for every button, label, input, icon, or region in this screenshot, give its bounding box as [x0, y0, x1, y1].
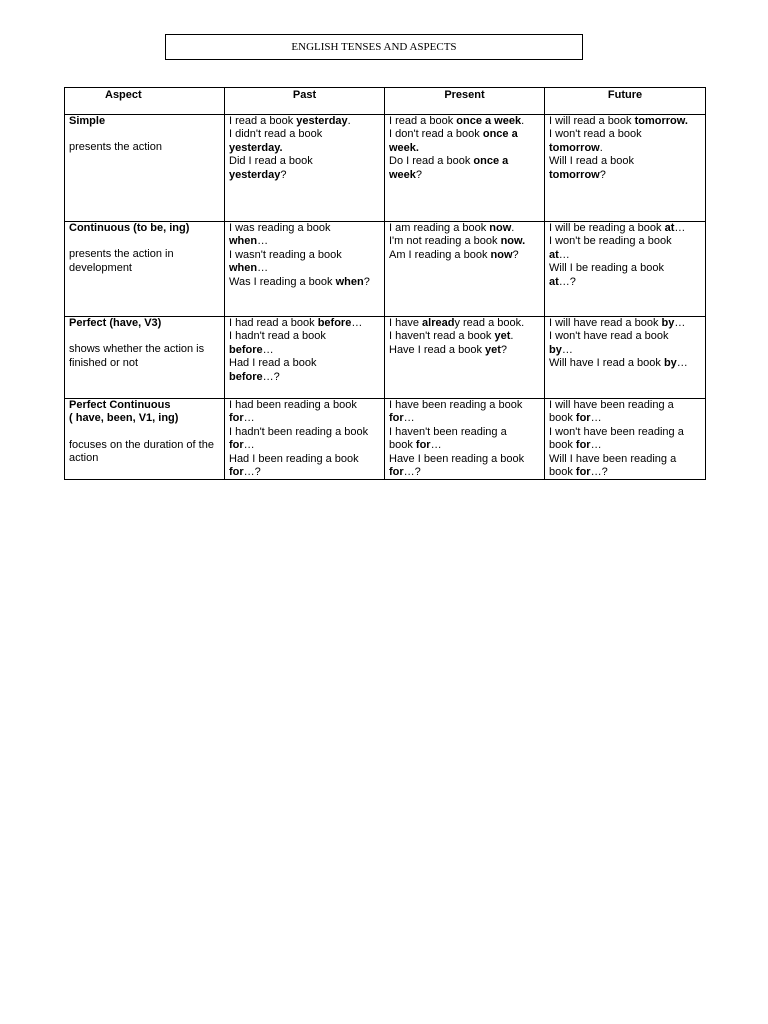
aspect-description: shows whether the action is finished or not [69, 343, 205, 369]
time-marker: now [489, 222, 512, 234]
example-line [549, 276, 701, 289]
example-text: … [561, 343, 573, 356]
example-text: …? [262, 370, 280, 383]
present-example-cell [385, 317, 545, 399]
example-text: Will I have been reading a [549, 452, 677, 465]
example-line [549, 344, 701, 357]
example-line [389, 330, 540, 343]
example-text: . [599, 141, 603, 154]
example-text: I don't read a book [389, 128, 483, 141]
aspect-cell [65, 115, 225, 222]
example-text: Am I reading a book [389, 248, 491, 261]
example-line [549, 412, 701, 425]
example-text: I had read a book [229, 317, 318, 329]
past-example-cell [225, 222, 385, 317]
time-marker: for [575, 439, 591, 452]
example-text: I have been reading a book [389, 399, 523, 411]
example-text: … [674, 317, 686, 329]
example-line [229, 128, 380, 141]
present-example-cell [385, 399, 545, 480]
example-text: Do I read a book [389, 155, 474, 168]
example-text: Had I been reading a book [229, 452, 359, 465]
time-marker: at [549, 248, 559, 261]
example-text: I wasn't reading a book [229, 248, 342, 261]
example-line [229, 222, 380, 235]
time-marker: yet [494, 330, 511, 343]
example-text: I won't read a book [549, 128, 642, 141]
time-marker: now [490, 248, 513, 261]
time-marker: alread [422, 317, 455, 329]
example-text: y read a book. [454, 317, 525, 329]
time-marker: at [664, 222, 675, 234]
time-marker: yesterday [229, 168, 281, 181]
example-text: … [590, 439, 602, 452]
example-text: I hadn't been reading a book [229, 425, 369, 438]
aspect-name: Continuous (to be, ing) [69, 222, 190, 234]
example-line [229, 262, 380, 275]
example-line [229, 155, 380, 168]
time-marker: when [229, 262, 258, 275]
time-marker: for [229, 412, 244, 425]
example-line [229, 371, 380, 384]
time-marker: for [575, 412, 591, 425]
example-line [549, 128, 701, 141]
example-text: I have [389, 317, 423, 329]
example-line [389, 235, 540, 248]
aspect-name: ( have, been, V1, ing) [69, 412, 179, 425]
example-line [389, 453, 540, 466]
time-marker: week [389, 168, 416, 181]
example-line [229, 399, 380, 412]
example-text: ? [500, 343, 508, 356]
example-line [229, 235, 380, 248]
aspect-name: Perfect (have, V3) [69, 317, 162, 329]
example-text: I will have been reading a [549, 399, 674, 411]
table-row [65, 115, 706, 222]
time-marker: once a [482, 128, 518, 141]
time-marker: tomorrow [549, 168, 600, 181]
example-line [549, 155, 701, 168]
document-title: ENGLISH TENSES AND ASPECTS [291, 41, 457, 53]
example-line [549, 466, 701, 479]
time-marker: yesterday [296, 115, 348, 127]
time-marker: once a week [456, 115, 522, 127]
example-line [229, 466, 380, 479]
example-text: ? [512, 248, 519, 261]
example-line [549, 453, 701, 466]
table-header-row [65, 88, 706, 115]
time-marker: for [415, 439, 431, 452]
time-marker: yet [485, 343, 501, 356]
example-line [389, 466, 540, 479]
example-text: …? [590, 466, 608, 479]
aspect-description: focuses on the duration of the action [69, 438, 214, 465]
example-line [229, 412, 380, 425]
example-text: … [430, 439, 442, 452]
table-row [65, 399, 706, 480]
example-text: … [243, 412, 255, 425]
future-example-cell [545, 317, 706, 399]
example-text: I read a book [229, 115, 297, 127]
example-line [549, 426, 701, 439]
example-line [549, 235, 701, 248]
example-text: I hadn't read a book [229, 330, 326, 343]
example-line [389, 399, 540, 412]
time-marker: week. [389, 141, 419, 154]
example-text: …? [243, 466, 261, 479]
time-marker: by [549, 343, 562, 356]
example-text: I was reading a book [229, 222, 331, 234]
example-line [549, 439, 701, 452]
example-line [229, 169, 380, 182]
example-text: Was I reading a book [229, 275, 336, 288]
example-text: I will have read a book [549, 317, 662, 329]
future-example-cell [545, 222, 706, 317]
example-text: Will I be reading a book [549, 262, 664, 275]
example-text: … [403, 412, 415, 425]
time-marker: tomorrow. [634, 115, 688, 127]
example-line [229, 276, 380, 289]
table-row [65, 222, 706, 317]
example-text: … [257, 235, 269, 248]
example-line [229, 453, 380, 466]
example-text: . [347, 115, 351, 127]
example-text: . [521, 115, 525, 127]
example-line [229, 344, 380, 357]
document-title-box [165, 34, 583, 60]
example-text: Will have I read a book [549, 357, 664, 370]
example-line [549, 399, 701, 412]
example-text: … [674, 222, 686, 234]
example-text: ? [363, 275, 370, 288]
example-line [389, 249, 540, 262]
aspect-cell [65, 222, 225, 317]
header-past: Past [225, 88, 385, 115]
example-text: Did I read a book [229, 155, 313, 168]
example-text: book [389, 439, 416, 452]
example-text: ? [415, 168, 423, 181]
table-row [65, 317, 706, 399]
past-example-cell [225, 115, 385, 222]
example-text: I will be reading a book [549, 222, 665, 234]
time-marker: once a [473, 155, 509, 168]
example-text: I will read a book [549, 115, 635, 127]
example-text: book [549, 439, 576, 452]
example-text: … [558, 248, 570, 261]
example-text: Have I read a book [389, 343, 486, 356]
time-marker: for [389, 466, 404, 479]
example-text: I am reading a book [389, 222, 490, 234]
aspect-cell [65, 317, 225, 399]
time-marker: by [663, 357, 677, 370]
present-example-cell [385, 115, 545, 222]
example-text: ? [599, 168, 606, 181]
time-marker: by [661, 317, 675, 329]
past-example-cell [225, 399, 385, 480]
header-present: Present [385, 88, 545, 115]
example-text: . [511, 222, 515, 234]
example-text: I haven't been reading a [389, 425, 507, 438]
example-line [229, 249, 380, 262]
example-text: …? [403, 466, 421, 479]
example-line [389, 128, 540, 141]
example-line [549, 262, 701, 275]
tenses-table [64, 87, 706, 480]
example-text: . [510, 330, 514, 343]
aspect-description: presents the action in development [69, 248, 174, 274]
aspect-name: Simple [69, 115, 106, 127]
example-text: …? [558, 275, 576, 288]
future-example-cell [545, 399, 706, 480]
example-line [389, 155, 540, 168]
example-text: … [351, 317, 363, 329]
example-line [389, 115, 540, 128]
example-line [229, 115, 380, 128]
example-text: I'm not reading a book [389, 235, 501, 248]
example-line [229, 357, 380, 370]
time-marker: when [229, 235, 258, 248]
example-text: Will I read a book [549, 155, 634, 168]
aspect-name: Perfect Continuous [69, 399, 171, 411]
example-line [549, 249, 701, 262]
time-marker: for [575, 466, 591, 479]
aspect-description: presents the action [69, 141, 162, 154]
example-line [389, 439, 540, 452]
example-text: … [243, 439, 255, 452]
example-text: ? [280, 168, 287, 181]
example-text: I won't have been reading a [549, 425, 684, 438]
time-marker: before [229, 343, 263, 356]
example-line [389, 317, 540, 330]
example-text: … [590, 412, 602, 425]
example-line [549, 169, 701, 182]
aspect-cell [65, 399, 225, 480]
example-line [389, 412, 540, 425]
example-text: Had I read a book [229, 357, 317, 370]
example-line [389, 344, 540, 357]
past-example-cell [225, 317, 385, 399]
example-text: … [262, 343, 274, 356]
present-example-cell [385, 222, 545, 317]
time-marker: for [229, 466, 244, 479]
time-marker: when [335, 275, 364, 288]
example-line [389, 142, 540, 155]
example-text: Have I been reading a book [389, 452, 525, 465]
example-text: I won't have read a book [549, 330, 669, 343]
example-line [229, 317, 380, 330]
time-marker: now. [500, 235, 526, 248]
example-line [549, 330, 701, 343]
example-line [229, 426, 380, 439]
example-text: book [549, 412, 576, 425]
example-line [389, 426, 540, 439]
example-text: … [676, 357, 688, 370]
example-line [549, 222, 701, 235]
example-line [549, 317, 701, 330]
example-text: I won't be reading a book [549, 235, 672, 248]
example-line [389, 169, 540, 182]
time-marker: tomorrow [549, 141, 600, 154]
time-marker: before [229, 370, 263, 383]
example-line [229, 142, 380, 155]
time-marker: yesterday. [229, 141, 283, 154]
future-example-cell [545, 115, 706, 222]
example-line [389, 222, 540, 235]
example-text: I read a book [389, 115, 457, 127]
time-marker: at [549, 275, 559, 288]
example-text: book [549, 466, 576, 479]
header-future: Future [545, 88, 706, 115]
header-aspect: Aspect [65, 88, 225, 115]
example-line [549, 142, 701, 155]
example-text: I haven't read a book [389, 330, 495, 343]
time-marker: before [317, 317, 352, 329]
example-text: I didn't read a book [229, 128, 323, 141]
example-text: I had been reading a book [229, 399, 357, 411]
time-marker: for [229, 439, 244, 452]
example-line [229, 330, 380, 343]
example-line [549, 357, 701, 370]
time-marker: for [389, 412, 404, 425]
example-line [549, 115, 701, 128]
example-text: … [257, 262, 269, 275]
example-line [229, 439, 380, 452]
